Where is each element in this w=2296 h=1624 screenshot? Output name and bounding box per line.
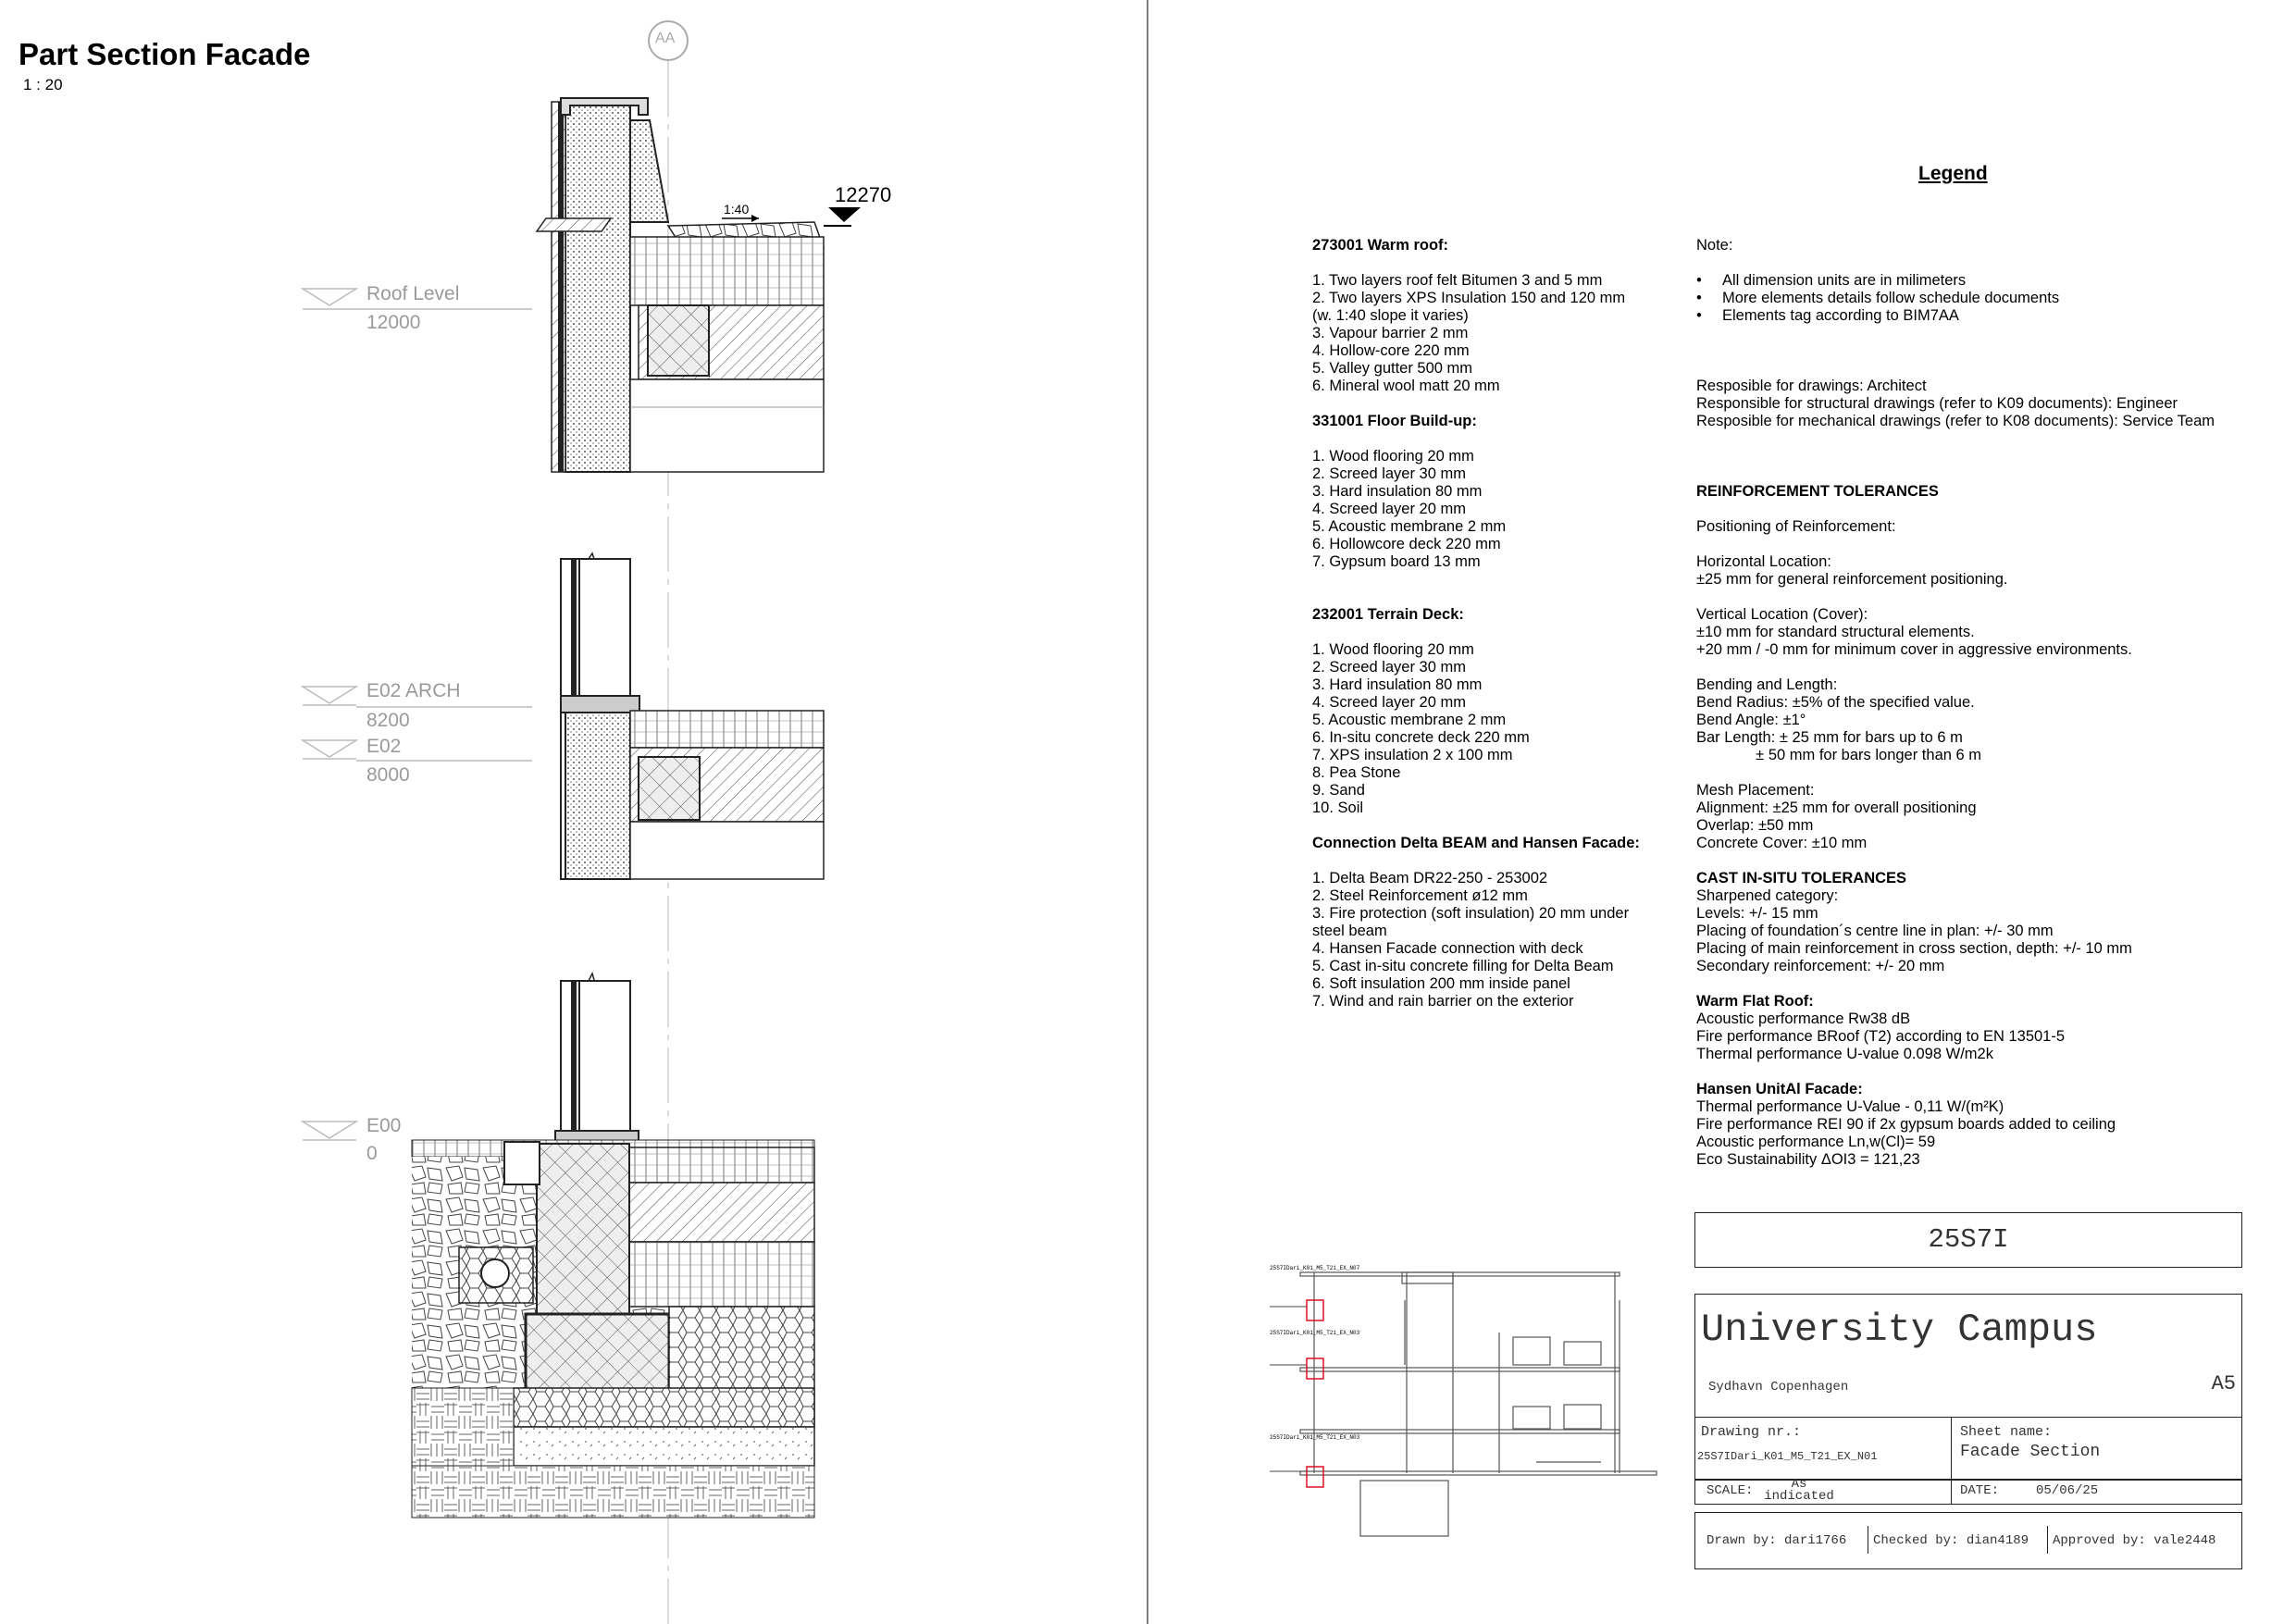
tolerance-line: Bending and Length: [1696,676,1838,693]
date-label: DATE: [1960,1483,2000,1498]
legend-title: Legend [1918,163,1988,184]
tolerance-line: Vertical Location (Cover): [1696,606,1868,623]
tolerance-line: Bend Angle: ±1° [1696,712,1806,728]
approved-by: Approved by: vale2448 [2053,1533,2216,1548]
spec-item: 3. Hard insulation 80 mm [1312,483,1483,500]
performance-line: Thermal performance U-Value - 0,11 W/(m²K) [1696,1098,2004,1115]
spec-item: 5. Acoustic membrane 2 mm [1312,712,1507,728]
title-block [1694,1294,2242,1481]
level-value: 8200 [366,710,410,731]
section-heading: CAST IN-SITU TOLERANCES [1696,870,1907,886]
level-value: 0 [366,1143,378,1164]
drawing-nr: 25S7IDari_K01_M5_T21_EX_N01 [1697,1450,1878,1463]
section-heading: Hansen UnitAl Facade: [1696,1081,1863,1097]
spec-item: steel beam [1312,923,1387,939]
level-value: 12000 [366,312,421,333]
spec-item: 5. Valley gutter 500 mm [1312,360,1473,377]
spec-heading: 273001 Warm roof: [1312,237,1449,254]
spec-item: 3. Fire protection (soft insulation) 20 mm under [1312,905,1630,922]
sheet-size: A5 [2211,1372,2236,1395]
slope-label: 1:40 [724,202,750,217]
drawing-scale: 1 : 20 [23,76,63,93]
tolerance-line: Overlap: ±50 mm [1696,817,1814,834]
grid-bubble-label: AA [655,31,676,46]
note-label: Note: [1696,237,1733,254]
spec-item: 7. XPS insulation 2 x 100 mm [1312,747,1513,763]
spec-item: 1. Delta Beam DR22-250 - 253002 [1312,870,1548,886]
drawing-nr-label: Drawing nr.: [1701,1424,1802,1440]
level-name: E00 [366,1115,402,1136]
spec-item: 7. Wind and rain barrier on the exterior [1312,993,1574,1010]
spec-heading: Connection Delta BEAM and Hansen Facade: [1312,835,1640,851]
scale-value: As indicated [1764,1477,1834,1504]
tolerance-line: ± 50 mm for bars longer than 6 m [1696,747,1982,763]
spec-item: 6. Soft insulation 200 mm inside panel [1312,975,1570,992]
performance-line: Fire performance REI 90 if 2x gypsum boards added to ceiling [1696,1116,2116,1133]
spec-item: 4. Hollow-core 220 mm [1312,342,1470,359]
checked-by: Checked by: dian4189 [1873,1533,2029,1548]
spec-item: 8. Pea Stone [1312,764,1401,781]
spec-item: 1. Wood flooring 20 mm [1312,641,1474,658]
spec-item: 2. Screed layer 30 mm [1312,465,1466,482]
note-bullet: • Elements tag according to BIM7AA [1696,307,2252,325]
tolerance-line: Alignment: ±25 mm for overall positioning [1696,800,1977,816]
spec-item: (w. 1:40 slope it varies) [1312,307,1469,324]
spec-item: 6. Hollowcore deck 220 mm [1312,536,1501,552]
legend-notes [1696,237,2252,1169]
note-bullet: • All dimension units are in milimeters [1696,272,2252,290]
tolerance-line: Bar Length: ± 25 mm for bars up to 6 m [1696,729,1963,746]
spec-item: 7. Gypsum board 13 mm [1312,553,1481,570]
spec-item: 3. Hard insulation 80 mm [1312,676,1483,693]
scale-label: SCALE: [1706,1483,1754,1498]
spec-item: 1. Wood flooring 20 mm [1312,448,1474,465]
spec-item: 4. Screed layer 20 mm [1312,501,1466,517]
sheet-name-label: Sheet name: [1960,1424,2053,1440]
tolerance-line: Levels: +/- 15 mm [1696,905,1818,922]
key-plan-tag: 25S7IDari_K01_M5_T21_EX_N03 [1270,1434,1360,1441]
spec-item: 2. Screed layer 30 mm [1312,659,1466,676]
level-name: Roof Level [366,283,460,304]
spec-heading: 232001 Terrain Deck: [1312,606,1464,623]
responsible-line: Resposible for drawings: Architect [1696,378,1927,394]
section-heading: REINFORCEMENT TOLERANCES [1696,483,1939,500]
spec-item: 1. Two layers roof felt Bitumen 3 and 5 mm [1312,272,1603,289]
tolerance-line: ±10 mm for standard structural elements. [1696,624,1975,640]
performance-line: Eco Sustainability ΔOI3 = 121,23 [1696,1151,1920,1168]
key-plan-tag: 25S7IDari_K01_M5_T21_EX_N03 [1270,1330,1360,1336]
tolerance-line: Positioning of Reinforcement: [1696,518,1896,535]
responsible-line: Resposible for mechanical drawings (refer to K08 documents): Service Team [1696,413,2215,429]
spec-item: 4. Screed layer 20 mm [1312,694,1466,711]
spec-item: 2. Steel Reinforcement ø12 mm [1312,887,1528,904]
performance-line: Acoustic performance Ln,w(Cl)= 59 [1696,1134,1936,1150]
tolerance-line: Sharpened category: [1696,887,1839,904]
tolerance-line: ±25 mm for general reinforcement positioning. [1696,571,2008,588]
scale-date-row [1694,1479,2242,1505]
project-code: 25S7I [1928,1224,2009,1255]
note-bullet: • More elements details follow schedule documents [1696,290,2252,307]
signature-row [1694,1512,2242,1569]
spec-item: 10. Soil [1312,800,1364,816]
spec-item: 4. Hansen Facade connection with deck [1312,940,1583,957]
spec-item: 6. Mineral wool matt 20 mm [1312,378,1500,394]
spec-item: 9. Sand [1312,782,1365,799]
drawn-by: Drawn by: dari1766 [1706,1533,1847,1548]
spec-item: 5. Acoustic membrane 2 mm [1312,518,1507,535]
level-value: 8000 [366,764,410,786]
key-plan-tag: 25S7IDari_K01_M5_T21_EX_N07 [1270,1265,1360,1271]
spec-notes [1312,237,1678,1010]
level-name: E02 [366,736,402,757]
spec-item: 6. In-situ concrete deck 220 mm [1312,729,1530,746]
performance-line: Acoustic performance Rw38 dB [1696,1010,1911,1027]
tolerance-line: Bend Radius: ±5% of the specified value. [1696,694,1975,711]
performance-line: Fire performance BRoof (T2) according to EN 13501-5 [1696,1028,2066,1045]
section-heading: Warm Flat Roof: [1696,993,1814,1010]
spec-item: 5. Cast in-situ concrete filling for Delta Beam [1312,958,1614,974]
sheet-name: Facade Section [1960,1443,2101,1461]
tolerance-line: Mesh Placement: [1696,782,1815,799]
spec-heading: 331001 Floor Build-up: [1312,413,1477,429]
tolerance-line: Secondary reinforcement: +/- 20 mm [1696,958,1945,974]
tolerance-line: +20 mm / -0 mm for minimum cover in aggressive environments. [1696,641,2132,658]
tolerance-line: Horizontal Location: [1696,553,1831,570]
spec-item: 3. Vapour barrier 2 mm [1312,325,1469,341]
responsible-line: Responsible for structural drawings (refer to K09 documents): Engineer [1696,395,2178,412]
project-name: University Campus [1701,1308,2098,1352]
tolerance-line: Concrete Cover: ±10 mm [1696,835,1868,851]
date-value: 05/06/25 [2036,1483,2099,1498]
spec-item: 2. Two layers XPS Insulation 150 and 120 mm [1312,290,1626,306]
level-name: E02 ARCH [366,680,461,701]
project-code-box [1694,1212,2242,1268]
page-title: Part Section Facade [19,37,311,71]
top-elevation: 12270 [835,183,892,206]
tolerance-line: Placing of main reinforcement in cross section, depth: +/- 10 mm [1696,940,2132,957]
tolerance-line: Placing of foundation´s centre line in plan: +/- 30 mm [1696,923,2054,939]
project-location: Sydhavn Copenhagen [1708,1380,1849,1395]
performance-line: Thermal performance U-value 0.098 W/m2k [1696,1046,1993,1062]
